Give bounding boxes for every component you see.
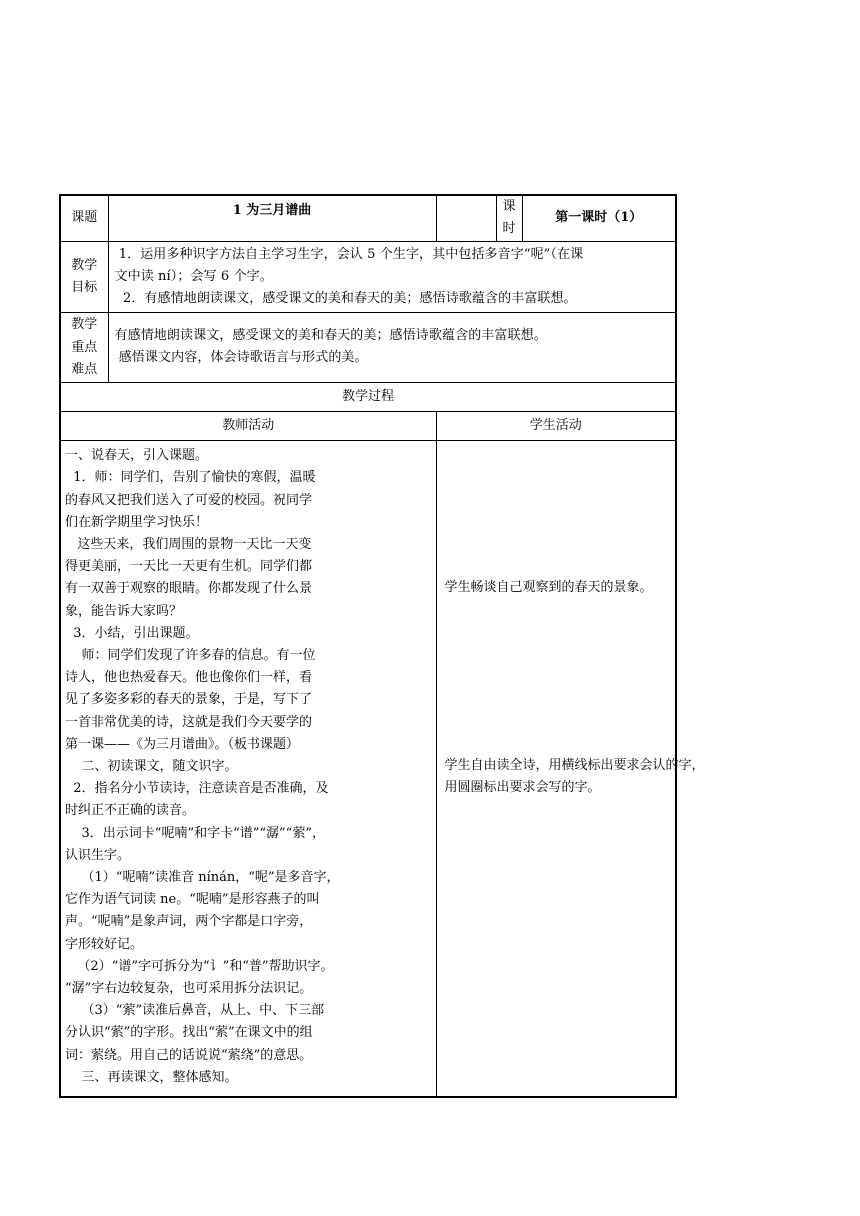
header-spacer xyxy=(436,195,496,241)
student-note-1: 学生畅谈自己观察到的春天的景象。 xyxy=(444,580,653,596)
process-title-row xyxy=(60,383,676,412)
objectives-label xyxy=(60,241,108,313)
teacher-activity-content xyxy=(60,441,436,1097)
teacher-line: 字形较好记。 xyxy=(65,936,144,952)
teacher-line: 们在新学期里学习快乐！ xyxy=(65,514,209,530)
student-activity-header: 学生活动 xyxy=(436,412,676,441)
teacher-line: 有一双善于观察的眼睛。你都发现了什么景 xyxy=(65,581,313,597)
teacher-line: 词：萦绕。用自己的话说说“萦绕”的意思。 xyxy=(65,1047,313,1063)
teacher-activity-header: 教师活动 xyxy=(60,412,436,441)
teacher-line: 象，能告诉大家吗？ xyxy=(65,603,183,619)
process-title: 教学过程 xyxy=(60,383,676,412)
lesson-plan-table xyxy=(59,194,705,1098)
teacher-line: 1．师：同学们，告别了愉快的寒假，温暖 xyxy=(65,470,316,486)
teacher-line: 2．指名分小节读诗，注意读音是否准确，及 xyxy=(65,781,329,797)
teacher-line: 第一课——《为三月谱曲》。（板书课题） xyxy=(65,736,300,752)
lesson-plan xyxy=(59,194,705,1098)
objectives-label-line2: 目标 xyxy=(71,279,98,295)
teacher-line: 3．出示词卡“呢喃”和字卡“谱”“潺”“萦”， xyxy=(65,825,325,841)
teacher-line: 师：同学们发现了许多春的信息。有一位 xyxy=(65,647,316,663)
key-point-line-2: 感悟课文内容，体会诗歌语言与形式的美。 xyxy=(114,350,368,366)
topic-label: 课题 xyxy=(60,195,108,241)
period-label-line2: 时 xyxy=(502,221,516,237)
teacher-line: 时纠正不正确的读音。 xyxy=(65,803,196,819)
teacher-line: 三、再读课文，整体感知。 xyxy=(65,1069,238,1085)
key-points-label xyxy=(60,313,108,383)
process-body-row xyxy=(60,441,676,1097)
objective-line-1: 1．运用多种识字方法自主学习生字，会认 5 个生字，其中包括多音字“呢”（在课 xyxy=(114,246,584,262)
teacher-line: 一、说春天，引入课题。 xyxy=(65,448,209,464)
key-point-line-1: 有感情地朗读课文，感受课文的美和春天的美；感悟诗歌蕴含的丰富联想。 xyxy=(114,328,547,344)
objective-line-3: 2．有感情地朗读课文，感受课文的美和春天的美；感悟诗歌蕴含的丰富联想。 xyxy=(114,290,577,306)
period-label xyxy=(496,195,522,241)
key-points-row xyxy=(60,313,676,383)
objectives-label-line1: 教学 xyxy=(71,257,98,273)
key-points-label-line3: 难点 xyxy=(71,361,98,377)
student-activity-content xyxy=(436,441,705,1097)
student-note-2: 学生自由读全诗，用横线标出要求会认的字， xyxy=(444,758,705,774)
teacher-line: （3）“萦”读准后鼻音，从上、中、下三部 xyxy=(65,1003,325,1019)
teacher-line: （2）“谱”字可拆分为“讠”和“普”帮助识字。 xyxy=(65,958,334,974)
process-header-row xyxy=(60,412,676,441)
objective-line-2: 文中读 ní）；会写 6 个字。 xyxy=(114,268,273,284)
student-note-3: 用圆圈标出要求会写的字。 xyxy=(444,780,601,796)
teacher-line: 3．小结，引出课题。 xyxy=(65,625,199,641)
teacher-line: 得更美丽，一天比一天更有生机。同学们都 xyxy=(65,559,313,575)
teacher-line: “潺”字右边较复杂，也可采用拆分法识记。 xyxy=(65,980,313,996)
teacher-line: 诗人，他也热爱春天。他也像你们一样，看 xyxy=(65,670,313,686)
teacher-line: （1）“呢喃”读准音 nínán，“呢”是多音字， xyxy=(65,869,340,885)
teacher-line: 二、初读课文，随文识字。 xyxy=(65,758,238,774)
header-row xyxy=(60,195,676,241)
key-points-label-line2: 重点 xyxy=(71,339,98,355)
teacher-line: 见了多姿多彩的春天的景象，于是，写下了 xyxy=(65,692,313,708)
teacher-line: 这些天来，我们周围的景物一天比一天变 xyxy=(65,536,312,552)
key-points-content xyxy=(108,313,676,383)
teacher-line: 的春风又把我们送入了可爱的校园。祝同学 xyxy=(65,492,313,508)
key-points-label-line1: 教学 xyxy=(71,317,98,333)
teacher-line: 分认识“萦”的字形。找出“萦”在课文中的组 xyxy=(65,1025,313,1041)
objectives-row xyxy=(60,241,676,313)
teacher-line: 声。“呢喃”是象声词，两个字都是口字旁， xyxy=(65,914,313,930)
teacher-line: 一首非常优美的诗，这就是我们今天要学的 xyxy=(65,714,313,730)
period-value: 第一课时（1） xyxy=(522,195,676,241)
teacher-line: 认识生字。 xyxy=(65,847,131,863)
objectives-content xyxy=(108,241,676,313)
teacher-line: 它作为语气词读 ne。“呢喃”是形容燕子的叫 xyxy=(65,892,320,908)
period-label-line1: 课 xyxy=(502,199,516,215)
topic-value: 1 为三月谱曲 xyxy=(108,195,436,241)
